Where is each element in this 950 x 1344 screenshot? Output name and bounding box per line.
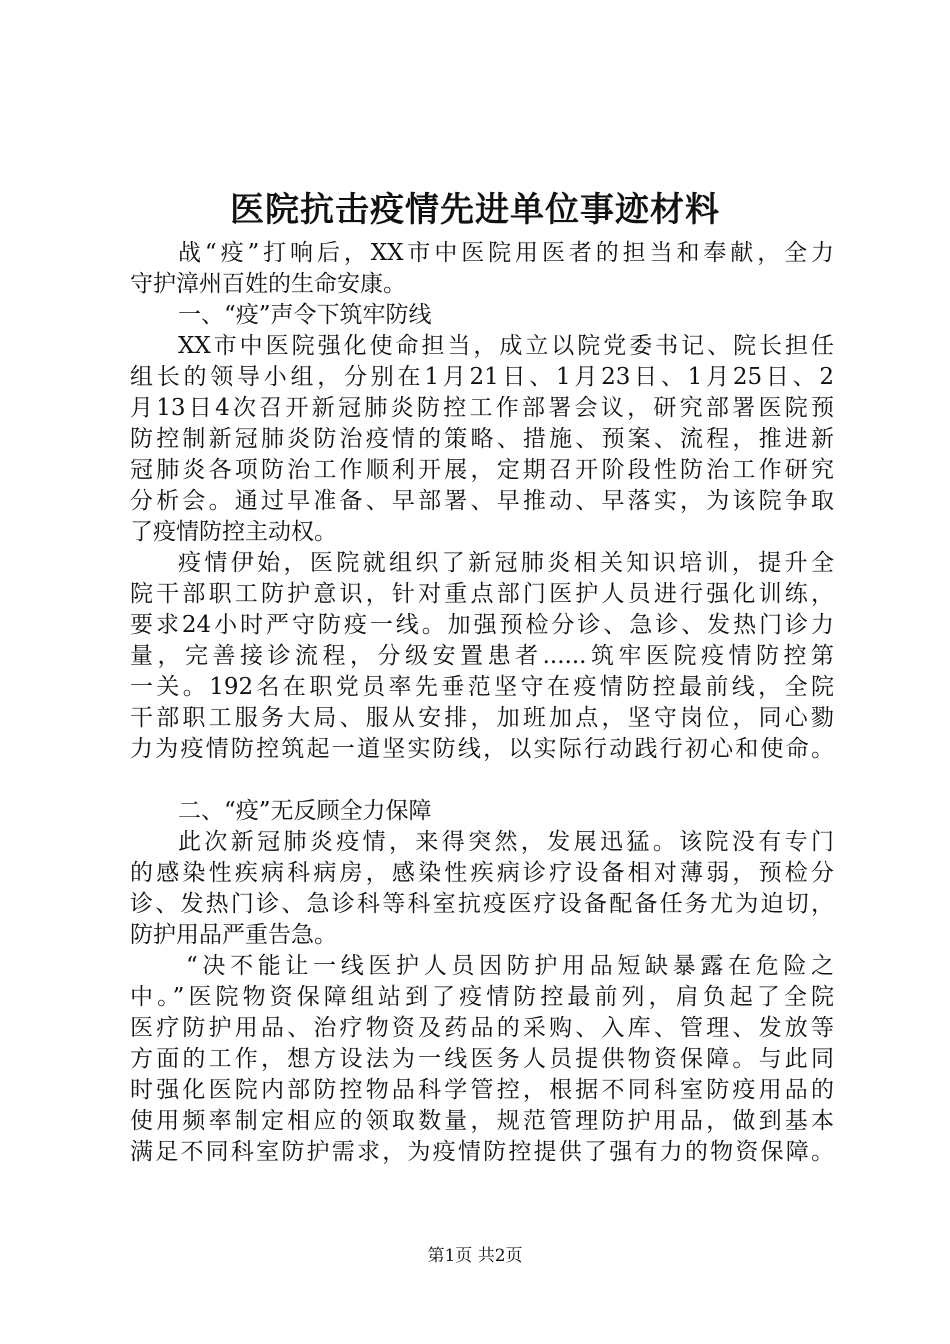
text-line: 一关。192名在职党员率先垂范坚守在疫情防控最前线，全院 (130, 674, 834, 700)
text-line: 此次新冠肺炎疫情，来得突然，发展迅猛。该院没有专门 (178, 829, 834, 855)
text-line: 干部职工服务大局、服从安排，加班加点，坚守岗位，同心勠 (130, 705, 834, 731)
text-line: 战“疫”打响后，XX市中医院用医者的担当和奉献，全力 (178, 240, 834, 266)
text-line: 冠肺炎各项防治工作顺利开展，定期召开阶段性防治工作研究 (130, 457, 834, 483)
page-number-footer: 第1页 共2页 (427, 1246, 523, 1266)
text-line: 院干部职工防护意识，针对重点部门医护人员进行强化训练， (130, 581, 834, 607)
text-line: 的感染性疾病科病房，感染性疾病诊疗设备相对薄弱，预检分 (130, 860, 834, 886)
text-line: 方面的工作，想方设法为一线医务人员提供物资保障。与此同 (130, 1046, 834, 1072)
text-line: 防护用品严重告急。 (130, 922, 337, 948)
document-body (130, 238, 834, 1168)
text-line: 医疗防护用品、治疗物资及药品的采购、入库、管理、发放等 (130, 1015, 834, 1041)
section-heading: 二、“疫”无反顾全力保障 (178, 798, 432, 824)
text-line: “决不能让一线医护人员因防护用品短缺暴露在危险之 (186, 953, 834, 979)
text-line: 要求24小时严守防疫一线。加强预检分诊、急诊、发热门诊力 (130, 612, 834, 638)
text-line: 守护漳州百姓的生命安康。 (130, 271, 406, 297)
text-line: 了疫情防控主动权。 (130, 519, 337, 545)
document-title: 医院抗击疫情先进单位事迹材料 (230, 190, 720, 230)
text-line: 组长的领导小组，分别在1月21日、1月23日、1月25日、2 (130, 364, 834, 390)
text-line: 量，完善接诊流程，分级安置患者......筑牢医院疫情防控第 (130, 643, 834, 669)
paragraph-gap (130, 765, 834, 796)
text-line: 疫情伊始，医院就组织了新冠肺炎相关知识培训，提升全 (178, 550, 834, 576)
text-line: XX市中医院强化使命担当，成立以院党委书记、院长担任 (178, 333, 834, 359)
text-line: 中。”医院物资保障组站到了疫情防控最前列，肩负起了全院 (130, 984, 834, 1010)
section-heading: 一、“疫”声令下筑牢防线 (178, 302, 432, 328)
text-line: 防控制新冠肺炎防治疫情的策略、措施、预案、流程，推进新 (130, 426, 834, 452)
text-line: 分析会。通过早准备、早部署、早推动、早落实，为该院争取 (130, 488, 834, 514)
text-line: 使用频率制定相应的领取数量，规范管理防护用品，做到基本 (130, 1108, 834, 1134)
text-line: 满足不同科室防护需求，为疫情防控提供了强有力的物资保障。 (130, 1139, 834, 1165)
text-line: 力为疫情防控筑起一道坚实防线，以实际行动践行初心和使命。 (130, 736, 834, 762)
text-line: 月13日4次召开新冠肺炎防控工作部署会议，研究部署医院预 (130, 395, 834, 421)
text-line: 时强化医院内部防控物品科学管控，根据不同科室防疫用品的 (130, 1077, 834, 1103)
text-line: 诊、发热门诊、急诊科等科室抗疫医疗设备配备任务尤为迫切， (130, 891, 834, 917)
